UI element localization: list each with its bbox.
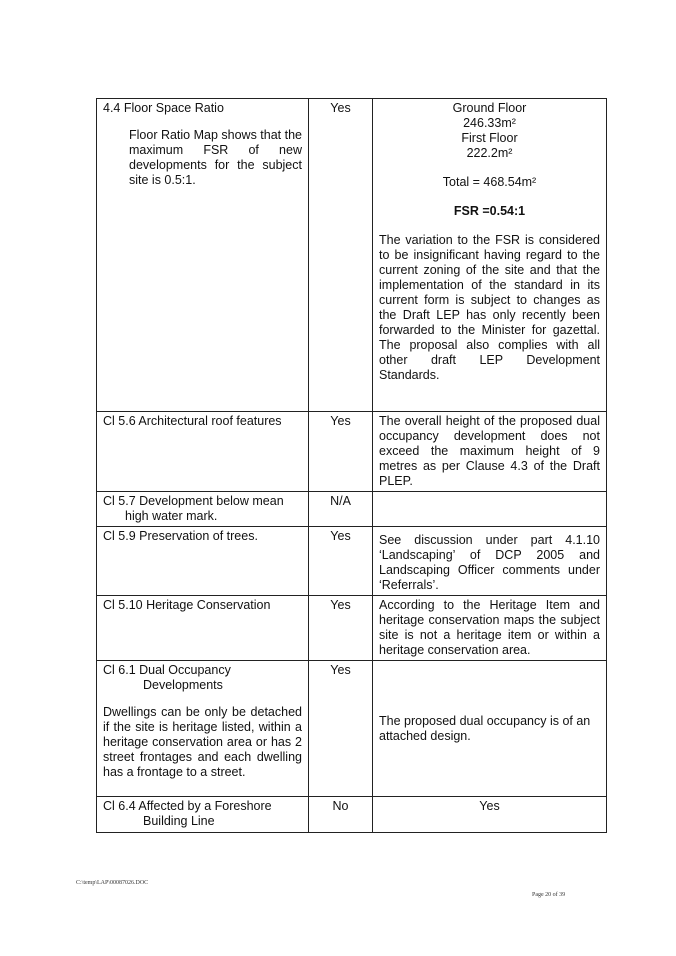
- clause-title: 4.4 Floor Space Ratio: [103, 101, 224, 115]
- clause-title: Cl 5.10 Heritage Conservation: [103, 598, 271, 612]
- clause-title: Cl 5.6 Architectural roof features: [103, 414, 282, 428]
- comment-text: The variation to the FSR is considered to be insignificant having regard to the current zoning of the site and that the implementation of the standard in its current form is subject to changes as the Draft LEP has only recently been forwarded to the Minister for gazettal. The proposal also complies with all other draft LEP Development Standards.: [379, 233, 600, 382]
- complies-value: N/A: [330, 494, 351, 508]
- complies-value: Yes: [330, 529, 351, 543]
- complies-cell: [309, 527, 373, 596]
- area-line: 246.33m²: [463, 116, 516, 130]
- clause-title: Cl 5.9 Preservation of trees.: [103, 529, 258, 543]
- complies-cell: [309, 596, 373, 661]
- clause-title: Cl 5.7 Development below mean: [103, 494, 284, 508]
- clause-note: Floor Ratio Map shows that the maximum FSR of new developments for the subject site is 0.5:1.: [129, 128, 302, 187]
- comment-text: The proposed dual occupancy is of an attached design.: [379, 713, 591, 743]
- comment-text: Yes: [479, 799, 500, 813]
- compliance-table: [96, 98, 607, 833]
- comment-cell: [373, 412, 607, 492]
- clause-title-cont: Building Line: [143, 814, 215, 828]
- complies-value: Yes: [330, 598, 351, 612]
- comment-cell: [373, 661, 607, 797]
- clause-title: Cl 6.4 Affected by a Foreshore: [103, 799, 272, 813]
- clause-cell: [97, 596, 309, 661]
- complies-cell: [309, 492, 373, 527]
- table-row: [97, 661, 607, 797]
- footer-page-number: Page 20 of 39: [532, 892, 566, 898]
- complies-cell: [309, 99, 373, 412]
- clause-cell: [97, 527, 309, 596]
- complies-value: Yes: [330, 414, 351, 428]
- complies-cell: [309, 797, 373, 833]
- clause-cell: [97, 492, 309, 527]
- comment-text: According to the Heritage Item and heritage conservation maps the subject site is not a heritage item or within a heritage conservation area.: [379, 598, 600, 657]
- clause-title-cont: high water mark.: [125, 509, 218, 523]
- area-line: First Floor: [461, 131, 518, 145]
- complies-value: No: [332, 799, 349, 813]
- total-area: Total = 468.54m²: [442, 175, 537, 189]
- footer-file-path: C:\temp\LAP\00087026.DOC: [76, 880, 149, 886]
- table-row: [97, 492, 607, 527]
- complies-cell: [309, 412, 373, 492]
- complies-cell: [309, 661, 373, 797]
- comment-text: See discussion under part 4.1.10 ‘Landscaping’ of DCP 2005 and Landscaping Officer comments under ‘Referrals’.: [379, 533, 600, 592]
- table-row: [97, 412, 607, 492]
- table-row: [97, 527, 607, 596]
- comment-text: The overall height of the proposed dual occupancy development does not exceed the maximum height of 9 metres as per Clause 4.3 of the Draft PLEP.: [379, 414, 600, 488]
- area-line: 222.2m²: [466, 146, 513, 160]
- clause-title-cont: Developments: [143, 678, 223, 692]
- comment-cell: [373, 492, 607, 527]
- complies-value: Yes: [330, 663, 351, 677]
- comment-cell: [373, 596, 607, 661]
- clause-title: Cl 6.1 Dual Occupancy: [103, 663, 231, 677]
- clause-note: Dwellings can be only be detached if the site is heritage listed, within a heritage conservation area or has 2 street frontages and each dwelling has a frontage to a street.: [103, 705, 302, 779]
- area-line: Ground Floor: [452, 101, 527, 115]
- fsr-result: FSR =0.54:1: [453, 204, 526, 218]
- complies-value: Yes: [330, 101, 351, 115]
- table-row: [97, 797, 607, 833]
- clause-cell: [97, 99, 309, 412]
- comment-cell: [373, 99, 607, 412]
- table-row: [97, 596, 607, 661]
- comment-cell: [373, 527, 607, 596]
- clause-cell: [97, 797, 309, 833]
- clause-cell: [97, 412, 309, 492]
- comment-cell: [373, 797, 607, 833]
- clause-cell: [97, 661, 309, 797]
- table-row: [97, 99, 607, 412]
